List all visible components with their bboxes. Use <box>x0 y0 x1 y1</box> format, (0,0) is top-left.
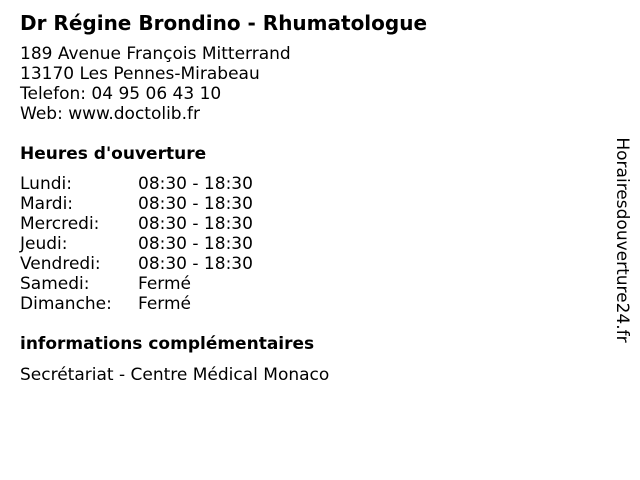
hours-row-thursday <box>20 234 320 254</box>
day-label: Lundi: <box>20 174 72 194</box>
day-label: Samedi: <box>20 274 90 294</box>
street-address: 189 Avenue François Mitterrand <box>20 44 291 64</box>
hours-value: Fermé <box>138 294 192 314</box>
hours-value: 08:30 - 18:30 <box>138 254 253 274</box>
contact-block <box>20 44 291 124</box>
hours-row-sunday <box>20 294 320 314</box>
hours-row-wednesday <box>20 214 320 234</box>
day-label: Dimanche: <box>20 294 112 314</box>
hours-value: 08:30 - 18:30 <box>138 174 253 194</box>
day-label: Jeudi: <box>20 234 68 254</box>
phone-number: Telefon: 04 95 06 43 10 <box>20 84 222 104</box>
additional-info-text: Secrétariat - Centre Médical Monaco <box>20 365 330 385</box>
website: Web: www.doctolib.fr <box>20 104 200 124</box>
hours-value: 08:30 - 18:30 <box>138 234 253 254</box>
opening-hours-table <box>20 174 320 314</box>
page-title: Dr Régine Brondino - Rhumatologue <box>20 11 428 35</box>
hours-row-saturday <box>20 274 320 294</box>
hours-row-friday <box>20 254 320 274</box>
city-address: 13170 Les Pennes-Mirabeau <box>20 64 260 84</box>
hours-row-tuesday <box>20 194 320 214</box>
opening-hours-heading: Heures d'ouverture <box>20 144 207 164</box>
day-label: Mardi: <box>20 194 74 214</box>
hours-value: 08:30 - 18:30 <box>138 214 253 234</box>
hours-row-monday <box>20 174 320 194</box>
hours-value: Fermé <box>138 274 192 294</box>
day-label: Vendredi: <box>20 254 101 274</box>
site-watermark: Horairesdouverture24.fr <box>612 137 632 343</box>
additional-info-heading: informations complémentaires <box>20 334 315 354</box>
day-label: Mercredi: <box>20 214 100 234</box>
hours-value: 08:30 - 18:30 <box>138 194 253 214</box>
